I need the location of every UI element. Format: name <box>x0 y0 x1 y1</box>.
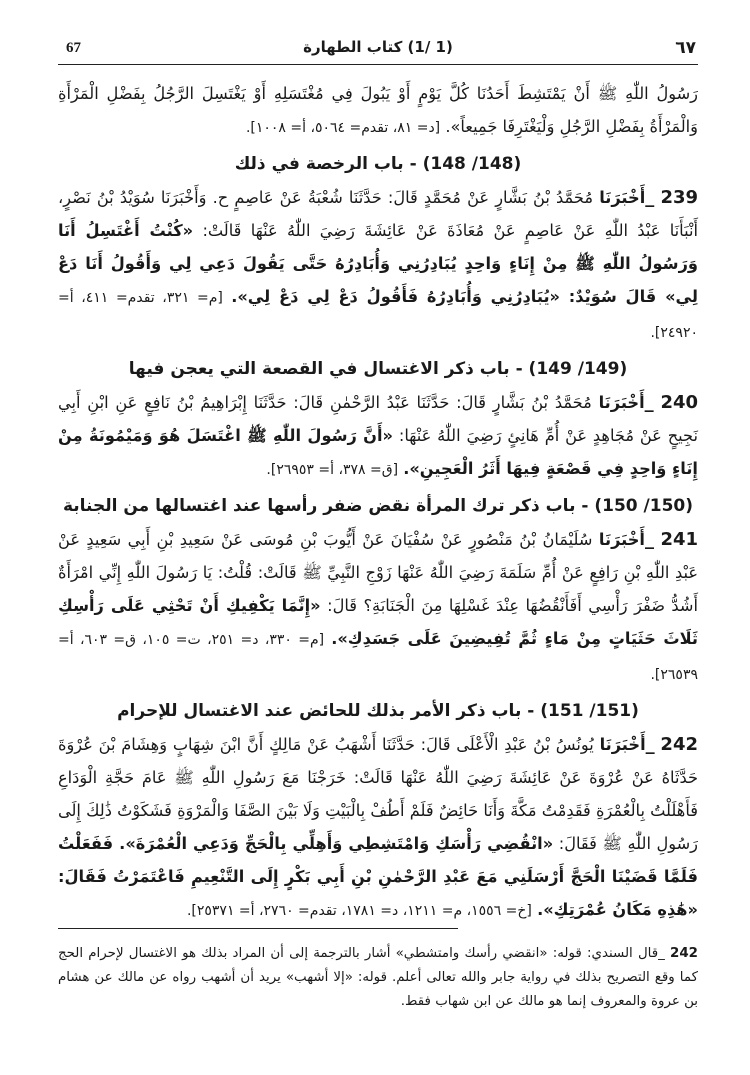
hadith-reference: [خ= ١٥٥٦، م= ١٢١١، د= ١٧٨١، تقدم= ٢٧٦٠، أ= ٢٥٣٧١]. <box>186 903 532 919</box>
hadith-reference: [م= ٣٢١، تقدم= ٤١١، أ= ٢٤٩٢٠]. <box>58 290 698 341</box>
chapter-title-148: (148/ 148) - باب الرخصة في ذلك <box>234 154 522 174</box>
intro-reference: [د= ٨١، تقدم= ٥٠٦٤، أ= ١٠٠٨]. <box>245 120 441 136</box>
hadith-lead: أَخْبَرَنَا <box>599 735 646 754</box>
hadith-lead: أَخْبَرَنَا <box>598 530 645 549</box>
running-title: (1 /1) كتاب الطهارة <box>303 38 453 56</box>
hadith-isnad: مُحَمَّدُ بْنُ بَشَّارٍ عَنْ مُحَمَّدٍ قَالَ: حَدَّثَنَا شُعْبَةُ عَنْ عَاصِمٍ ح. وَأَخْبَرَنَا سُوَيْدُ بْنُ نَصْرٍ، أَنْبَأَنَا عَبْدُ اللّٰهِ عَنْ عَاصِمٍ عَنْ مُعَاذَةَ عَنْ عَائِشَةَ رَضِيَ اللّٰهُ عَنْهَا قَالَتْ: <box>58 188 698 240</box>
hadith-242: 242 _أَخْبَرَنَا يُونُسُ بْنُ عَبْدِ الْأَعْلَى قَالَ: حَدَّثَنَا أَشْهَبُ عَنْ مَالِكٍ أَنَّ ابْنَ شِهَابٍ وَهِشَامَ بْنَ عُرْوَةَ حَدَّثَاهُ عَنْ عُرْوَةَ عَنْ عَائِشَةَ رَضِيَ اللّٰهُ عَنْهَا قَالَتْ: خَرَجْنَا مَعَ رَسُولِ اللّٰهِ ﷺ عَامَ حَجَّةِ الْوَدَاعِ فَأَهْلَلْتُ بِالْعُمْرَةِ فَقَدِمْتُ مَكَّةَ وَأَنَا حَائِضٌ فَلَمْ أَطُفْ بِالْبَيْتِ وَلَا بَيْنَ الصَّفَا وَالْمَرْوَةِ فَشَكَوْتُ ذَٰلِكَ إِلَى رَسُولِ اللّٰهِ ﷺ فَقَالَ: «انْقُضِي رَأْسَكِ وَامْتَشِطِي وَأَهِلِّي بِالْحَجِّ وَدَعِي الْعُمْرَةَ». فَفَعَلْتُ فَلَمَّا قَضَيْنَا الْحَجَّ أَرْسَلَنِي مَعَ عَبْدِ الرَّحْمٰنِ بْنِ أَبِي بَكْرٍ إِلَى التَّنْعِيمِ فَاعْتَمَرْتُ فَقَالَ: «هَٰذِهِ مَكَانُ عُمْرَتِكِ». [خ= ١٥٥٦، م= ١٢١١، د= ١٧٨١، تقدم= ٢٧٦٠، أ= ٢٥٣٧١]. <box>58 734 698 919</box>
chapter-title-151: (151/ 151) - باب ذكر الأمر بذلك للحائض عند الاغتسال للإحرام <box>117 701 639 721</box>
hadith-number: 240 <box>660 392 699 413</box>
chapter-title-150: (150/ 150) - باب ذكر ترك المرأة نقض ضفر رأسها عند اغتسالها من الجنابة <box>62 496 694 516</box>
hadith-isnad: سُلَيْمَانُ بْنُ مَنْصُورٍ عَنْ سُفْيَانَ عَنْ أَيُّوبَ بْنِ مُوسَى عَنْ سَعِيدِ بْنِ أَبِي سَعِيدٍ عَنْ عَبْدِ اللّٰهِ بْنِ رَافِعٍ عَنْ أُمِّ سَلَمَةَ رَضِيَ اللّٰهُ عَنْهَا زَوْجِ النَّبِيِّ ﷺ قَالَتْ: قُلْتُ: يَا رَسُولَ اللّٰهِ إِنِّي امْرَأَةٌ أَشُدُّ ضَفْرَ رَأْسِي أَفَأَنْقُضُهَا عِنْدَ غَسْلِهَا مِنَ الْجَنَابَةِ؟ قَالَ: <box>58 530 698 615</box>
hadith-isnad: يُونُسُ بْنُ عَبْدِ الْأَعْلَى قَالَ: حَدَّثَنَا أَشْهَبُ عَنْ مَالِكٍ أَنَّ ابْنَ شِهَابٍ وَهِشَامَ بْنَ عُرْوَةَ حَدَّثَاهُ عَنْ عُرْوَةَ عَنْ عَائِشَةَ رَضِيَ اللّٰهُ عَنْهَا قَالَتْ: خَرَجْنَا مَعَ رَسُولِ اللّٰهِ ﷺ عَامَ حَجَّةِ الْوَدَاعِ فَأَهْلَلْتُ بِالْعُمْرَةِ فَقَدِمْتُ مَكَّةَ وَأَنَا حَائِضٌ فَلَمْ أَطُفْ بِالْبَيْتِ وَلَا بَيْنَ الصَّفَا وَالْمَرْوَةِ فَشَكَوْتُ ذَٰلِكَ إِلَى رَسُولِ اللّٰهِ ﷺ فَقَالَ: <box>58 735 698 853</box>
chapter-title-149: (149/ 149) - باب ذكر الاغتسال في القصعة التي يعجن فيها <box>128 359 628 379</box>
hadith-number: 242 <box>660 734 698 755</box>
hadith-matn: «كُنْتُ أَغْتَسِلُ أَنَا وَرَسُولُ اللّٰهِ ﷺ مِنْ إِنَاءٍ وَاحِدٍ يُبَادِرُنِي وَأُبَادِرُهُ حَتَّى يَقُولَ دَعِي لِي وَأَقُولُ أَنَا دَعْ لِي» قَالَ سُوَيْدٌ: «يُبَادِرُنِي وَأُبَادِرُهُ فَأَقُولُ دَعْ لِي دَعْ لِي». <box>58 221 698 306</box>
page-number-latin: 67 <box>66 40 81 56</box>
hadith-isnad: مُحَمَّدُ بْنُ بَشَّارٍ قَالَ: حَدَّثَنَا عَبْدُ الرَّحْمٰنِ قَالَ: حَدَّثَنَا إِبْرَاهِيمُ بْنُ نَافِعٍ عَنِ ابْنِ أَبِي نَجِيحٍ عَنْ مُجَاهِدٍ عَنْ أُمِّ هَانِئٍ رَضِيَ اللّٰهُ عَنْهَا: <box>58 393 698 445</box>
hadith-reference: [م= ٣٣٠، د= ٢٥١، ت= ١٠٥، ق= ٦٠٣، أ= ٢٦٥٣٩]. <box>58 632 698 683</box>
hadith-lead: أَخْبَرَنَا <box>599 188 646 207</box>
hadith-240: 240 _أَخْبَرَنَا مُحَمَّدُ بْنُ بَشَّارٍ قَالَ: حَدَّثَنَا عَبْدُ الرَّحْمٰنِ قَالَ: حَدَّثَنَا إِبْرَاهِيمُ بْنُ نَافِعٍ عَنِ ابْنِ أَبِي نَجِيحٍ عَنْ مُجَاهِدٍ عَنْ أُمِّ هَانِئٍ رَضِيَ اللّٰهُ عَنْهَا: «أَنَّ رَسُولَ اللّٰهِ ﷺ اغْتَسَلَ هُوَ وَمَيْمُونَةُ مِنْ إِنَاءٍ وَاحِدٍ فِي قَصْعَةٍ فِيهَا أَثَرُ الْعَجِينِ». [ق= ٣٧٨، أ= ٢٦٩٥٣]. <box>58 392 699 478</box>
hadith-239: 239 _أَخْبَرَنَا مُحَمَّدُ بْنُ بَشَّارٍ عَنْ مُحَمَّدٍ قَالَ: حَدَّثَنَا شُعْبَةُ عَنْ عَاصِمٍ ح. وَأَخْبَرَنَا سُوَيْدُ بْنُ نَصْرٍ، أَنْبَأَنَا عَبْدُ اللّٰهِ عَنْ عَاصِمٍ عَنْ مُعَاذَةَ عَنْ عَائِشَةَ رَضِيَ اللّٰهُ عَنْهَا قَالَتْ: «كُنْتُ أَغْتَسِلُ أَنَا وَرَسُولُ اللّٰهِ ﷺ مِنْ إِنَاءٍ وَاحِدٍ يُبَادِرُنِي وَأُبَادِرُهُ حَتَّى يَقُولَ دَعِي لِي وَأَقُولُ أَنَا دَعْ لِي» قَالَ سُوَيْدٌ: «يُبَادِرُنِي وَأُبَادِرُهُ فَأَقُولُ دَعْ لِي دَعْ لِي». [م= ٣٢١، تقدم= ٤١١، أ= ٢٤٩٢٠]. <box>58 187 699 341</box>
footnote-divider <box>58 928 458 929</box>
hadith-reference: [ق= ٣٧٨، أ= ٢٦٩٥٣]. <box>266 462 399 478</box>
hadith-matn: «انْقُضِي رَأْسَكِ وَامْتَشِطِي وَأَهِلِّي بِالْحَجِّ وَدَعِي الْعُمْرَةَ». فَفَعَلْتُ فَلَمَّا قَضَيْنَا الْحَجَّ أَرْسَلَنِي مَعَ عَبْدِ الرَّحْمٰنِ بْنِ أَبِي بَكْرٍ إِلَى التَّنْعِيمِ فَاعْتَمَرْتُ فَقَالَ: «هَٰذِهِ مَكَانُ عُمْرَتِكِ». <box>58 834 698 919</box>
hadith-number: 239 <box>660 187 699 208</box>
footnote-text: _قال السندي: قوله: «انقضي رأسك وامتشطي» أشار بالترجمة إلى أن المراد بذلك هو الاغتسال لإحرام الحج كما وقع التصريح بذلك في رواية جابر والله تعالى أعلم. قوله: «إلا أشهب» يريد أن أشهب رواه عن مالك عن هشام بن عروة والمعروف إنما هو مالك عن ابن شهاب فقط. <box>58 946 698 1009</box>
footnote <box>58 942 698 1014</box>
intro-paragraph <box>58 77 698 145</box>
page-header <box>58 30 698 65</box>
page-body <box>58 77 698 928</box>
hadith-241: 241 _أَخْبَرَنَا سُلَيْمَانُ بْنُ مَنْصُورٍ عَنْ سُفْيَانَ عَنْ أَيُّوبَ بْنِ مُوسَى عَنْ سَعِيدِ بْنِ أَبِي سَعِيدٍ عَنْ عَبْدِ اللّٰهِ بْنِ رَافِعٍ عَنْ أُمِّ سَلَمَةَ رَضِيَ اللّٰهُ عَنْهَا زَوْجِ النَّبِيِّ ﷺ قَالَتْ: قُلْتُ: يَا رَسُولَ اللّٰهِ إِنِّي امْرَأَةٌ أَشُدُّ ضَفْرَ رَأْسِي أَفَأَنْقُضُهَا عِنْدَ غَسْلِهَا مِنَ الْجَنَابَةِ؟ قَالَ: «إِنَّمَا يَكْفِيكِ أَنْ تَحْثِي عَلَى رَأْسِكِ ثَلَاثَ حَثَيَاتٍ مِنْ مَاءٍ ثُمَّ تُفِيضِينَ عَلَى جَسَدِكِ». [م= ٣٣٠، د= ٢٥١، ت= ١٠٥، ق= ٦٠٣، أ= ٢٦٥٣٩]. <box>58 529 699 683</box>
hadith-matn: «إِنَّمَا يَكْفِيكِ أَنْ تَحْثِي عَلَى رَأْسِكِ ثَلَاثَ حَثَيَاتٍ مِنْ مَاءٍ ثُمَّ تُفِيضِينَ عَلَى جَسَدِكِ». <box>58 596 699 648</box>
footnote-number: 242 <box>670 946 698 961</box>
intro-text: رَسُولُ اللّٰهِ ﷺ أَنْ يَمْتَشِطَ أَحَدُنَا كُلَّ يَوْمٍ أَوْ يَبُولَ فِي مُغْتَسَلِهِ أَوْ يَغْتَسِلَ الرَّجُلُ بِفَضْلِ الْمَرْأَةِ وَالْمَرْأَةُ بِفَضْلِ الرَّجُلِ وَلْيَغْتَرِفَا جَمِيعاً». <box>58 84 698 136</box>
book-page <box>58 30 698 1050</box>
hadith-number: 241 <box>660 529 699 550</box>
hadith-lead: أَخْبَرَنَا <box>598 393 645 412</box>
page-number-arabic: ٦٧ <box>675 38 696 58</box>
hadith-matn: «أَنَّ رَسُولَ اللّٰهِ ﷺ اغْتَسَلَ هُوَ وَمَيْمُونَةُ مِنْ إِنَاءٍ وَاحِدٍ فِي قَصْعَةٍ فِيهَا أَثَرُ الْعَجِينِ». <box>58 426 698 478</box>
